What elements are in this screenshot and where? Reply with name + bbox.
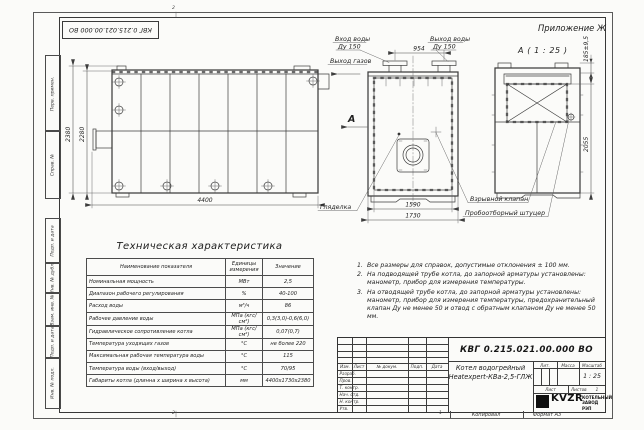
spec-header-name: Наименование показателя (87, 259, 226, 276)
dim-nozzle-spacing-954: 954 (413, 45, 425, 53)
note-item (357, 289, 597, 322)
spec-header-units: Единицы измерения (226, 259, 263, 276)
sheets-value: 1 (595, 386, 599, 392)
gas-outlet-label: Выход газов (330, 58, 372, 65)
dim-top-185: 185±9,5 (583, 35, 590, 62)
spec-row (87, 312, 314, 325)
sig-prov: Пров. (339, 378, 352, 383)
sig-utv: Утв. (339, 406, 349, 411)
spec-row (87, 276, 314, 288)
col-header-podp: Подп. (410, 363, 424, 369)
spec-value: 70/95 (263, 362, 314, 374)
spec-row (87, 338, 314, 350)
margin-label: Подп. и дата (50, 326, 56, 358)
margin-label: Справ. № (50, 153, 56, 176)
dim-height-2380: 2380 (65, 126, 72, 142)
margin-label: Взам. инв. № (50, 293, 56, 326)
company-name (582, 395, 613, 411)
side-view (65, 66, 329, 208)
spec-units: МПа (кгс/см²) (226, 312, 263, 325)
col-header-dokum: № докум. (376, 363, 398, 369)
scale-value: 1 : 25 (583, 373, 601, 380)
spec-row (87, 350, 314, 362)
spec-table-title: Техническая характеристика (116, 241, 283, 252)
note-item (357, 262, 597, 270)
margin-label: Инв. № подл. (50, 367, 56, 399)
spec-units: мм (226, 375, 263, 387)
dim-width-1730: 1730 (405, 212, 421, 220)
spec-value: 2,5 (263, 276, 314, 288)
spec-row (87, 375, 314, 387)
spec-header-value: Значение (263, 259, 314, 276)
spec-param: Расход воды (87, 300, 226, 312)
spec-units: МВт (226, 276, 263, 288)
water-outlet-label: Выход воды (430, 36, 471, 43)
spec-param: Номинальная мощность (87, 276, 226, 288)
explosion-valve-label: Взрывной клапан (470, 196, 529, 203)
spec-units: % (226, 288, 263, 300)
sight-glass-label: Гляделка (320, 204, 352, 211)
spec-value: 40-100 (263, 288, 314, 300)
lit-label: Лит. (540, 362, 550, 368)
note-number: 3. (357, 288, 363, 296)
spec-value: 4400х1730х2380 (263, 375, 314, 387)
note-number: 1. (357, 262, 363, 269)
spec-row (87, 325, 314, 338)
fitting-symbols (113, 75, 320, 193)
water-inlet-dn-label: Ду 150 (338, 43, 361, 51)
kvzr-logo-icon (536, 395, 549, 408)
spec-value: 0,3(3,0)-0,6(6,0) (263, 312, 314, 325)
note-number: 2. (357, 271, 363, 279)
spec-value: не более 220 (263, 338, 314, 350)
section-arrow-letter: А (348, 114, 356, 125)
spec-table (86, 258, 314, 387)
copied-label: Копировал (471, 411, 501, 418)
margin-label: Инв. № дубл. (50, 262, 56, 294)
spec-units: МПа (кгс/см²) (226, 325, 263, 338)
sig-tkontr: Т. контр. (339, 385, 359, 390)
spec-units: м³/ч (226, 300, 263, 312)
section-view-title: А ( 1 : 25 ) (518, 46, 568, 55)
spec-row (87, 300, 314, 312)
dim-height-2280: 2280 (79, 126, 86, 142)
margin-label: Перв. примен. (50, 76, 56, 111)
notes-list (357, 262, 597, 322)
spec-param: Максимальная рабочая температура воды (87, 350, 226, 362)
zone-mark-bottom-right: 1 (439, 411, 442, 416)
spec-units: °С (226, 362, 263, 374)
spec-row (87, 288, 314, 300)
product-name-line2: Heatexpert-КВа-2,5-ГЛЖ (448, 372, 533, 381)
spec-param: Диапазон рабочего регулирования (87, 288, 226, 300)
margin-label: Подп. и дата (50, 225, 56, 257)
water-outlet-dn-label: Ду 150 (433, 43, 456, 51)
spec-row (87, 362, 314, 374)
sheet-label: Лист (545, 386, 556, 392)
sig-nkontr: Н. контр. (339, 399, 360, 404)
spec-param: Габариты котла (длинна х ширина х высота) (87, 375, 226, 387)
water-inlet-label: Вход воды (335, 36, 371, 43)
appendix-label: Приложение Ж (538, 23, 606, 33)
product-name (448, 364, 533, 381)
col-header-izm: Изм. (340, 363, 350, 369)
company-line2: ЗАВОД РЭП (582, 400, 599, 411)
spec-header-row (87, 259, 314, 276)
col-header-list: Лист (353, 363, 365, 369)
spec-param: Температура уходящих газов (87, 338, 226, 350)
spec-param: Рабочее давление воды (87, 312, 226, 325)
product-name-line1: Котел водогрейный (455, 364, 526, 372)
spec-units: °С (226, 338, 263, 350)
note-text: На подводящей трубе котла, до запорной арматуры установлены: манометр, прибор для измерения температуры. (367, 271, 586, 287)
kvzr-logo-text: KVZR (551, 393, 584, 404)
front-view (318, 36, 470, 223)
company-line1: КОТЕЛЬНЫЙ (582, 395, 613, 400)
sampling-fitting-label: Пробоотборный штуцер (465, 210, 546, 217)
section-view-a (436, 36, 594, 217)
mass-label: Масса (561, 362, 575, 368)
dim-width-1590: 1590 (405, 201, 421, 209)
dim-height-2055: 2055 (583, 136, 590, 152)
scale-label: Масштаб (582, 362, 602, 368)
technical-characteristics (86, 241, 313, 387)
rotated-docnumber-text: КВГ 0.215.021.00.000 ВО (69, 26, 152, 34)
spec-value: 86 (263, 300, 314, 312)
zone-mark-bottom-left: 2 (172, 411, 175, 416)
dim-length-4400: 4400 (197, 197, 213, 204)
title-block (337, 337, 613, 413)
sheets-label: Листов (571, 386, 587, 392)
spec-param: Гидравлическое сопротивление котла (87, 325, 226, 338)
spec-value: 0,07(0,7) (263, 325, 314, 338)
zone-mark-top: 2 (172, 6, 175, 11)
sig-razrab: Разраб. (339, 371, 356, 376)
format-label: Формат А3 (532, 411, 562, 418)
spec-param: Температура воды (вход/выход) (87, 362, 226, 374)
titleblock-doc-number: КВГ 0.215.021.00.000 ВО (460, 344, 593, 355)
note-item (357, 271, 597, 287)
note-text: На отводящей трубе котла, до запорной арматуры установлены: манометр, прибор для измерения температуры, предохранительный клапан Ду не менее 50 и отвод с обратным клапаном Ду не менее 50 мм. (367, 288, 596, 321)
sig-nachotd: Нач. отд. (339, 392, 360, 397)
spec-value: 115 (263, 350, 314, 362)
note-text: Все размеры для справок, допустимые отклонения ± 100 мм. (367, 262, 570, 269)
spec-units: °С (226, 350, 263, 362)
col-header-data: Дата (431, 363, 443, 369)
